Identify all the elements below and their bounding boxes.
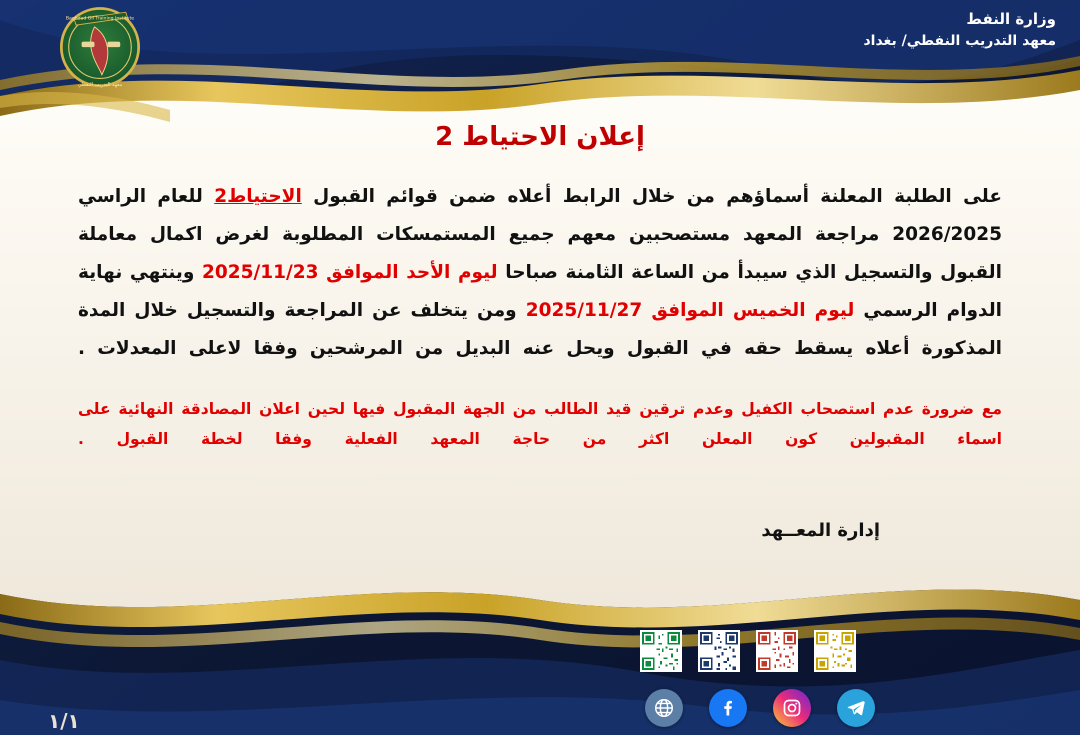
announcement-content — [0, 100, 1080, 620]
page-number: ١/١ — [48, 709, 80, 733]
body-text-part-3: مراجعة المعهد مستصحبين معهم جميع المستمسكات المطلوبة لغرض اكمال معاملة القبول والتسجيل الذي سيبدأ من الساعة الثامنة صباحا — [78, 223, 1002, 283]
body-text-part-1: على الطلبة المعلنة أسماؤهم من خلال الرابط أعلاه ضمن قوائم القبول — [301, 186, 1002, 207]
announcement-body — [78, 178, 1002, 368]
svg-text:معهد التدريب النفطي: معهد التدريب النفطي — [77, 81, 123, 88]
website-icon[interactable] — [645, 689, 683, 727]
telegram-icon[interactable] — [837, 689, 875, 727]
ministry-name: وزارة النفط — [966, 10, 1056, 28]
svg-text:Baghdad Oil Training Institute: Baghdad Oil Training Institute — [65, 16, 135, 22]
qr-code-4[interactable] — [640, 630, 682, 672]
note-text: مع ضرورة عدم استصحاب الكفيل وعدم ترقين قيد الطالب من الجهة المقبول فيها لحين اعلان المصادقة النهائية على اسماء المقبولين كون المعلن اكثر من حاجة المعهد الفعلية وفقا لخطة القبول . — [78, 399, 1002, 448]
academic-year: 2026/2025 — [892, 223, 1002, 245]
page-title: إعلان الاحتياط 2 — [435, 122, 645, 152]
end-date-text: ليوم الخميس الموافق 2025/11/27 — [525, 299, 855, 321]
body-text-part-4: وينتهي نهاية الدوام الرسمي — [78, 261, 1003, 321]
reserve-list-highlight: الاحتياط2 — [214, 186, 302, 207]
facebook-icon[interactable] — [709, 689, 747, 727]
social-links-row — [645, 689, 875, 727]
qr-code-2[interactable] — [756, 630, 798, 672]
header-text-block — [863, 8, 1056, 52]
qr-code-3[interactable] — [698, 630, 740, 672]
institute-name: معهد التدريب النفطي/ بغداد — [863, 32, 1056, 49]
announcement-note — [78, 394, 1002, 454]
body-text-part-2: للعام الراسي — [78, 186, 215, 207]
instagram-icon[interactable] — [773, 689, 811, 727]
qr-code-1[interactable] — [814, 630, 856, 672]
start-date-text: ليوم الأحد الموافق 2025/11/23 — [202, 261, 498, 283]
signature-text: إدارة المعــهد — [761, 520, 880, 541]
body-text-part-5: ومن يتخلف عن المراجعة والتسجيل خلال المدة المذكورة أعلاه يسقط حقه في القبول ويحل عنه البديل من المرشحين وفقا لاعلى المعدلات . — [78, 299, 1002, 359]
institute-logo-icon — [52, 3, 148, 95]
qr-code-row — [640, 630, 856, 672]
